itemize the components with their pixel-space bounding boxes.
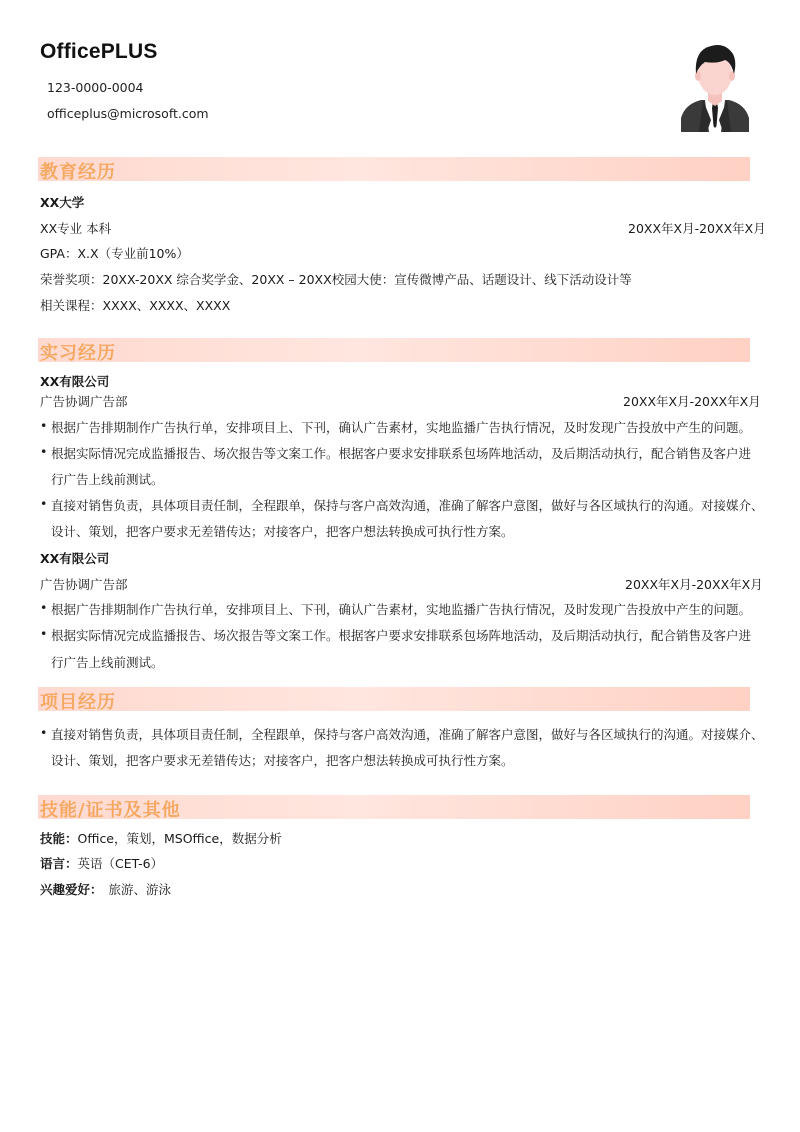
internship-title: 实习经历 <box>40 343 116 364</box>
major-degree: XX专业 本科 <box>40 221 112 236</box>
list-item-continuation: 行广告上线前测试。 <box>51 655 164 670</box>
list-item-continuation: 行广告上线前测试。 <box>51 472 164 487</box>
list-item-continuation: 设计、策划，把客户要求无差错传达；对接客户，把客户想法转换成可执行性方案。 <box>51 524 514 539</box>
phone-number: 123-0000-0004 <box>47 80 144 95</box>
list-item: 根据广告排期制作广告执行单，安排项目上、下刊，确认广告素材，实地监播广告执行情况，及时发现广告投放中产生的问题。 <box>51 602 752 617</box>
avatar-icon <box>681 40 749 132</box>
bullet-dot: • <box>40 626 48 641</box>
hobby-label: 兴趣爱好： <box>40 882 103 897</box>
bullet-dot: • <box>40 496 48 511</box>
school-name: XX大学 <box>40 195 85 210</box>
education-date: 20XX年X月-20XX年X月 <box>628 221 766 236</box>
bullet-dot: • <box>40 725 48 740</box>
internship-section-header <box>38 338 750 362</box>
list-item: 根据实际情况完成监播报告、场次报告等文案工作。根据客户要求安排联系包场阵地活动，及后期活动执行，配合销售及客户进 <box>51 446 752 461</box>
internship-date: 20XX年X月-20XX年X月 <box>625 577 763 592</box>
skills-title: 技能/证书及其他 <box>40 800 181 821</box>
list-item-continuation: 设计、策划，把客户要求无差错传达；对接客户，把客户想法转换成可执行性方案。 <box>51 753 514 768</box>
skills-section-header <box>38 795 750 819</box>
internship-company: XX有限公司 <box>40 551 110 566</box>
education-section-header <box>38 157 750 181</box>
skills-label: 技能： <box>40 831 78 846</box>
bullet-dot: • <box>40 418 48 433</box>
project-title: 项目经历 <box>40 692 116 713</box>
courses: 相关课程：XXXX、XXXX、XXXX <box>40 298 231 313</box>
hobby-value: 旅游、游泳 <box>108 882 172 897</box>
education-title: 教育经历 <box>40 162 116 183</box>
bullet-dot: • <box>40 444 48 459</box>
skills-value: Office，策划，MSOffice，数据分析 <box>77 831 282 846</box>
resume-header <box>40 38 760 138</box>
bullet-dot: • <box>40 600 48 615</box>
internship-company: XX有限公司 <box>40 374 110 389</box>
project-section-header <box>38 687 750 711</box>
language-row <box>40 854 163 872</box>
candidate-name: OfficePLUS <box>40 40 158 63</box>
list-item: 直接对销售负责，具体项目责任制，全程跟单，保持与客户高效沟通，准确了解客户意图，做好与各区域执行的沟通。对接媒介、 <box>51 727 764 742</box>
language-value: 英语（CET-6） <box>77 856 164 871</box>
list-item: 直接对销售负责，具体项目责任制，全程跟单，保持与客户高效沟通，准确了解客户意图，做好与各区域执行的沟通。对接媒介、 <box>51 498 764 513</box>
list-item: 根据广告排期制作广告执行单，安排项目上、下刊，确认广告素材，实地监播广告执行情况，及时发现广告投放中产生的问题。 <box>51 420 752 435</box>
email-address: officeplus@microsoft.com <box>47 106 209 121</box>
list-item: 根据实际情况完成监播报告、场次报告等文案工作。根据客户要求安排联系包场阵地活动，及后期活动执行，配合销售及客户进 <box>51 628 752 643</box>
hobby-row <box>40 880 171 898</box>
gpa: GPA：X.X（专业前10%） <box>40 246 189 261</box>
internship-date: 20XX年X月-20XX年X月 <box>623 394 761 409</box>
internship-department: 广告协调广告部 <box>40 577 128 592</box>
internship-department: 广告协调广告部 <box>40 394 128 409</box>
honors: 荣誉奖项：20XX-20XX 综合奖学金、20XX – 20XX校园大使：宣传微博产品、话题设计、线下活动设计等 <box>40 272 632 287</box>
language-label: 语言： <box>40 856 78 871</box>
skills-row <box>40 829 282 847</box>
